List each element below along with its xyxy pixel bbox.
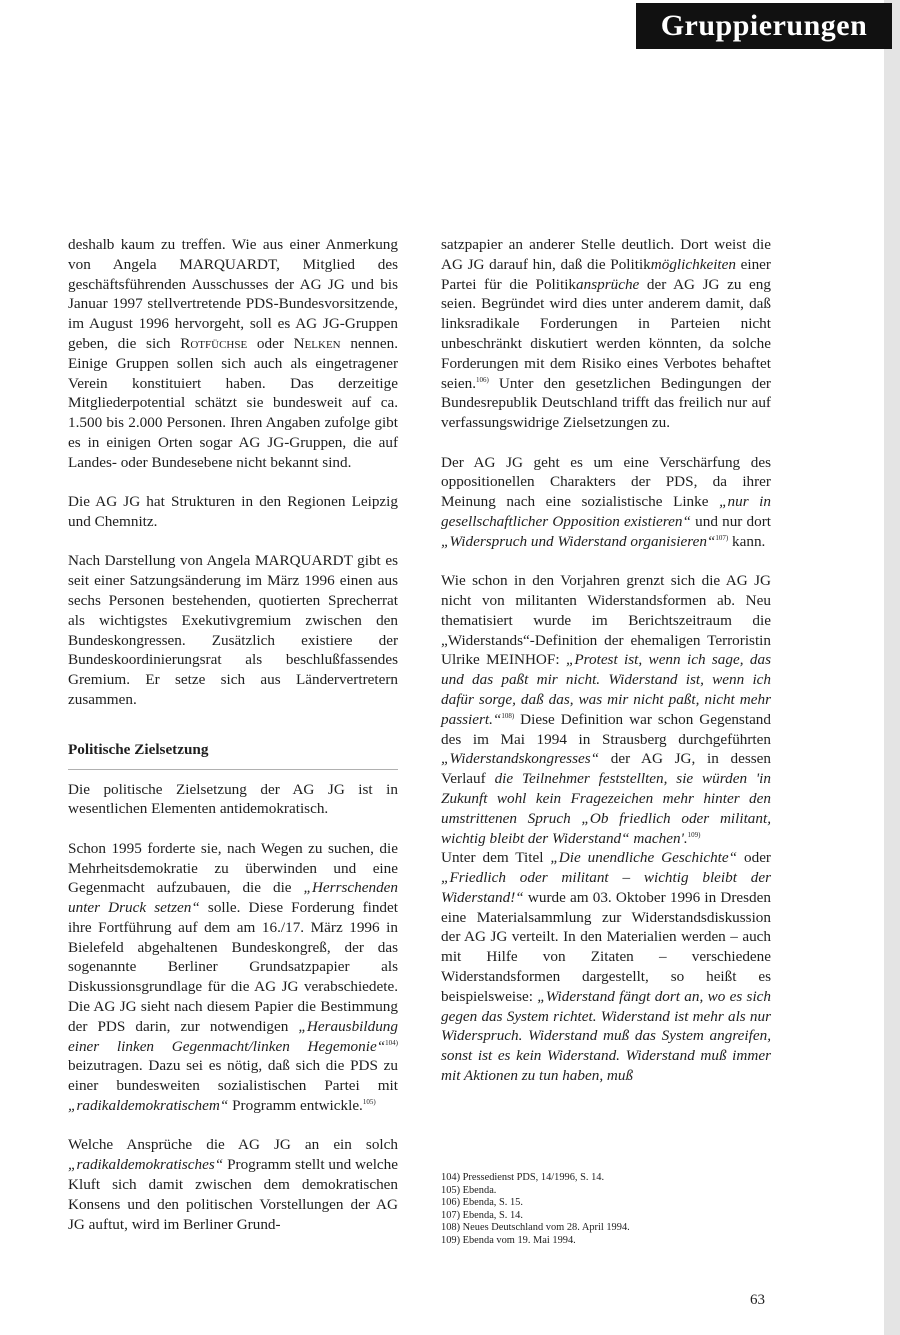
footnote: 107) Ebenda, S. 14. (441, 1209, 523, 1221)
footnote: 104) Pressedienst PDS, 14/1996, S. 14. (441, 1172, 605, 1183)
right-column (441, 235, 771, 1086)
paragraph: Welche Ansprüche die AG JG an ein solch „radikaldemokratisches“ Programm stellt und welche Kluft sich damit zwischen dem demokratischen Konsens und den politischen Vorstellungen der AG JG auftut, wird im Berliner Grund- (68, 1136, 398, 1233)
page-number: 63 (750, 1292, 765, 1308)
heading-divider (68, 769, 398, 770)
footnote: 108) Neues Deutschland vom 28. April 1994. (441, 1222, 630, 1234)
page-edge (884, 0, 900, 1335)
footnotes (441, 1172, 771, 1248)
section-tab: Gruppierungen (636, 3, 892, 49)
footnote: 105) Ebenda. (441, 1184, 497, 1196)
paragraph: Wie schon in den Vorjahren grenzt sich die AG JG nicht von militanten Widerstandsformen ab. Neu thematisiert wurde im Berichtszeitraum die „Widerstands“-Definition der ehemaligen Terroristin Ulrike MEINHOF: „Protest ist, wenn ich sage, das und das paßt mir nicht. Widerstand ist, wenn ich dafür sorge, daß das, was mir nicht paßt, nicht mehr passiert.“$^{108)}$ Diese Definition war schon Gegenstand des im Mai 1994 in Strausberg durchgeführten „Widerstandskongresses“ der AG JG, in dessen Verlauf die Teilnehmer feststellten, sie würden 'in Zukunft wohl kein Fragezeichen mehr hinter den umstrittenen Spruch „Ob friedlich oder militant, wichtig bleibt der Widerstand“ machen'.$^{109)}$ Unter dem Titel „Die unendliche Geschichte“ oder „Friedlich oder militant – wichtig bleibt der Widerstand!“ wurde am 03. Oktober 1996 in Dresden eine Materialsammlung zur Widerstandsdiskussion der AG JG verteilt. In den Materialien werden – auch mit Hilfe von Zitaten – verschiedene Widerstandsformen dargestellt, so heißt es beispielsweise: „Widerstand fängt dort an, wo es sich gegen das System richtet. Widerstand ist mehr als nur Widerspruch. Widerstand muß das System angreifen, sonst ist es kein Widerstand. Widerstand muß immer mit Aktionen zu tun haben, muß (441, 572, 772, 1085)
footnote: 106) Ebenda, S. 15. (441, 1197, 523, 1209)
footnote: 109) Ebenda vom 19. Mai 1994. (441, 1234, 576, 1246)
footnote-ref: 109) (687, 830, 701, 839)
paragraph: Die AG JG hat Strukturen in den Regionen Leipzig und Chemnitz. (68, 493, 398, 530)
paragraph: Schon 1995 forderte sie, nach Wegen zu suchen, die Mehrheitsdemokratie zu überwinden und eine Gegenmacht aufzubauen, die die „Herrschenden unter Druck setzen“ solle. Diese Forderung findet ihre Fortführung auf dem am 16./17. März 1996 in Bielefeld abgehaltenen Bundeskongreß, der das sogenannte Berliner Grundsatzpapier als Diskussionsgrundlage für die AG JG verabschiedete. Die AG JG sieht nach diesem Papier die Bestimmung der PDS darin, zur notwendigen „Herausbildung einer linken Gegenmacht/linken Hegemonie“$^{104)}$ beizutragen. Dazu sei es nötig, daß sich die PDS zu einer bundesweiten sozialistischen Partei mit „radikaldemokratischem“ Programm entwickle.$^{105)}$ (68, 839, 398, 1115)
footnote-ref: 106) (476, 375, 489, 384)
footnote-ref: 107) (715, 533, 729, 542)
footnote-ref: 105) (362, 1098, 376, 1107)
paragraph: satzpapier an anderer Stelle deutlich. Dort weist die AG JG darauf hin, daß die Politikmöglichkeiten einer Partei für die Politikansprüche der AG JG zu eng seien. Begründet wird dies unter anderem damit, daß linksradikale Forderungen in Parteien nicht unbeschränkt diskutiert werden könnten, da solche Forderungen mit dem Risiko eines Verbotes behaftet seien.$^{106)}$ Unter den gesetzlichen Bedingungen der Bundesrepublik Deutschland trifft das freilich nur auf verfassungswidrige Zielsetzungen zu. (441, 236, 771, 432)
paragraph: deshalb kaum zu treffen. Wie aus einer Anmerkung von Angela MARQUARDT, Mitglied des geschäftsführenden Ausschusses der AG JG und bis Januar 1997 stellvertretende PDS-Bundesvorsitzende, im August 1996 hervorgeht, soll es AG JG-Gruppen geben, die sich Rotfüchse oder Nelken nennen. Einige Gruppen sollen sich auch als eingetragener Verein konstituiert haben. Das derzeitige Mitgliederpotential schätzt sie bundesweit auf ca. 1.500 bis 2.000 Personen. Ihren Angaben zufolge gibt es in einigen Orten sogar AG JG-Gruppen, die auf Landes- oder Bundesebene nicht bekannt sind. (68, 236, 398, 471)
paragraph: Der AG JG geht es um eine Verschärfung des oppositionellen Charakters der PDS, da ihrer Meinung nach eine sozialistische Linke „nur in gesellschaftlicher Opposition existieren“ und nur dort „Widerspruch und Widerstand organisieren“$^{107)}$ kann. (441, 453, 771, 550)
paragraph: Die politische Zielsetzung der AG JG ist in wesentlichen Elementen antidemokratisch. (68, 780, 398, 818)
left-column (68, 235, 398, 1234)
footnote-ref: 104) (385, 1038, 398, 1047)
section-heading: Politische Zielsetzung (68, 740, 209, 758)
paragraph: Nach Darstellung von Angela MARQUARDT gibt es seit einer Satzungsänderung im März 1996 einen aus sechs Personen bestehenden, quotierten Sprecherrat als wichtigstes Exekutivgremium zwischen den Bundeskongressen. Zusätzlich existiere der Bundeskoordinierungsrat als beschlußfassendes Gremium. Er setze sich aus Ländervertretern zusammen. (68, 552, 398, 708)
footnote-ref: 108) (501, 711, 515, 720)
